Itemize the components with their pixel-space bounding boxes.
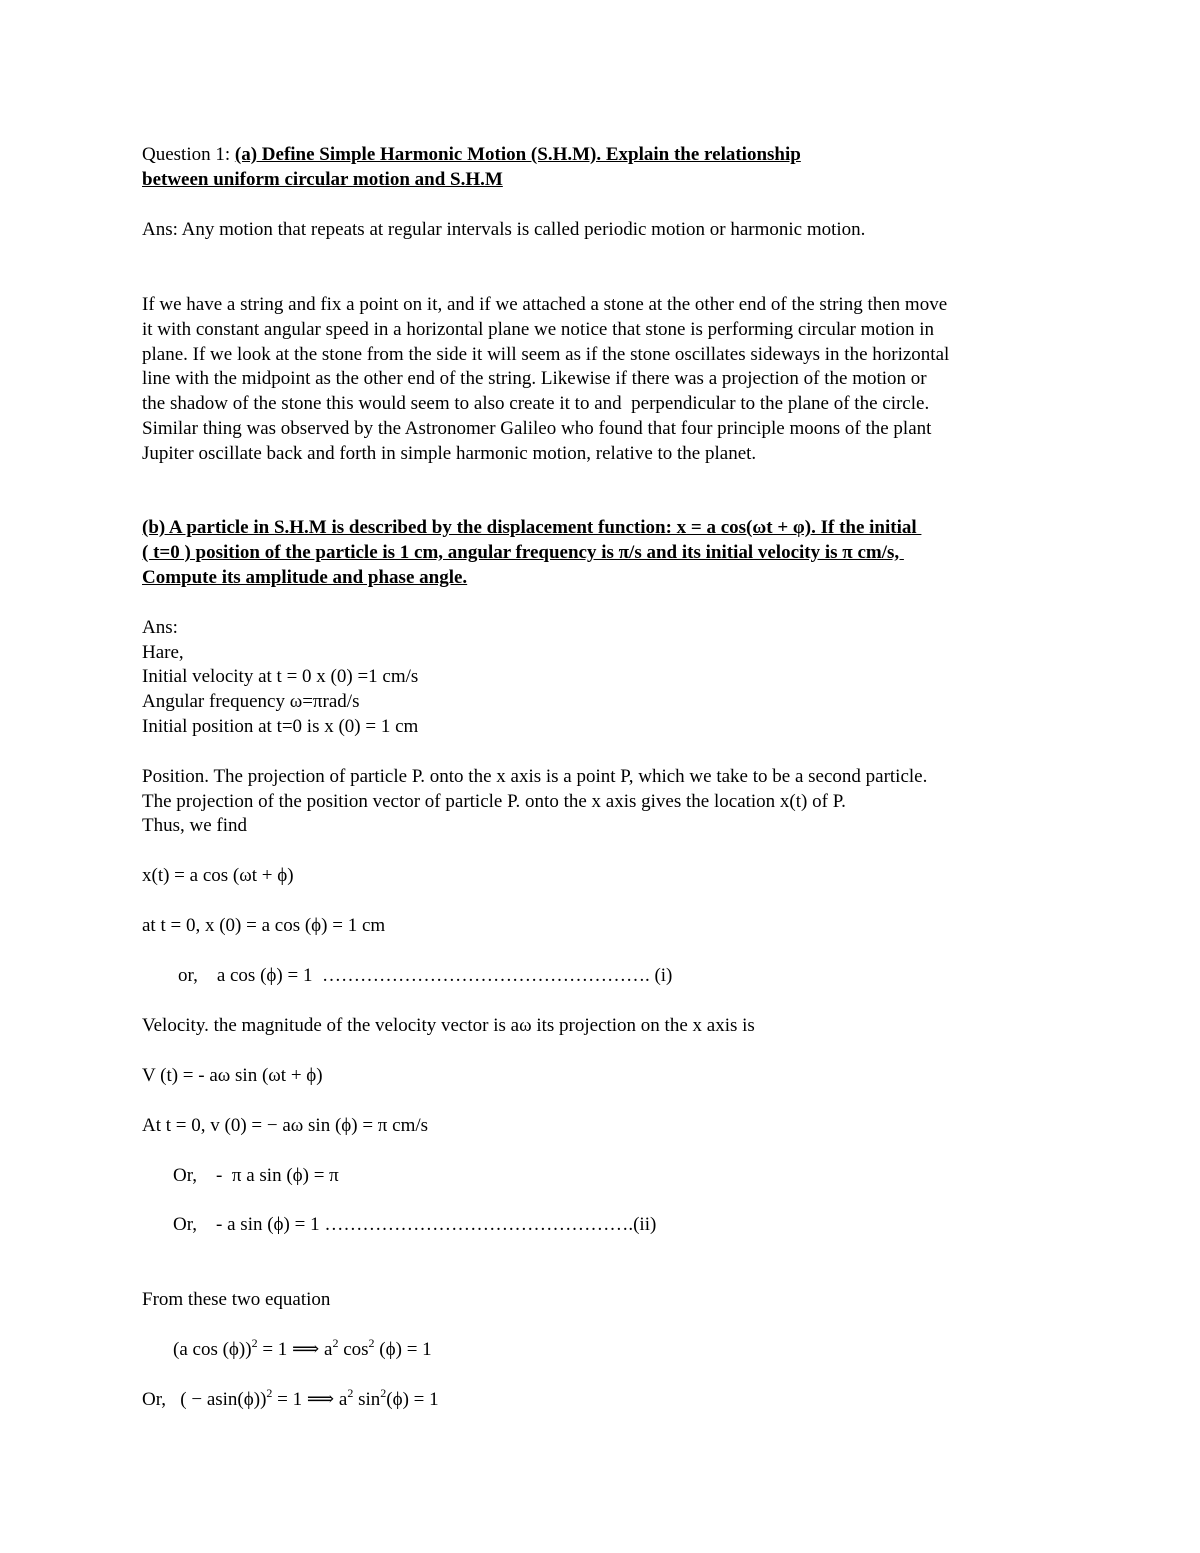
eq-part: (a cos (ϕ)) bbox=[173, 1339, 252, 1360]
exponent: 2 bbox=[347, 1385, 354, 1400]
equation-or-1: Or, - π a sin (ϕ) = π bbox=[173, 1165, 339, 1186]
eq-part: Or, ( − asin(ϕ)) bbox=[142, 1389, 267, 1410]
answer-b-hare: Hare, bbox=[142, 642, 184, 663]
answer-a-paragraph-line: it with constant angular speed in a horizontal plane we notice that stone is performing circular motion in bbox=[142, 319, 934, 340]
answer-a-paragraph-line: the shadow of the stone this would seem to also create it to and perpendicular to the plane of the circle. bbox=[142, 393, 930, 414]
equation-ii: Or, - a sin (ϕ) = 1 ………………………………………….(ii) bbox=[173, 1214, 657, 1235]
answer-a-paragraph-line: If we have a string and fix a point on it, and if we attached a stone at the other end of the string then move bbox=[142, 294, 948, 315]
from-these-line: From these two equation bbox=[142, 1289, 331, 1310]
equation-i: or, a cos (ϕ) = 1 ……………………………………………. (i) bbox=[178, 965, 673, 986]
eq-part: (ϕ) = 1 bbox=[386, 1389, 439, 1410]
question-1-heading bbox=[142, 143, 801, 167]
velocity-line: Velocity. the magnitude of the velocity vector is aω its projection on the x axis is bbox=[142, 1015, 755, 1036]
equation-square-cos bbox=[173, 1335, 432, 1362]
exponent: 2 bbox=[380, 1385, 387, 1400]
eq-part: = 1 ⟹ a bbox=[257, 1339, 333, 1360]
position-line: Thus, we find bbox=[142, 815, 248, 836]
answer-a-paragraph-line: Similar thing was observed by the Astronomer Galileo who found that four principle moons of the plant bbox=[142, 418, 932, 439]
eq-part: sin bbox=[353, 1389, 381, 1410]
eq-part: = 1 ⟹ a bbox=[272, 1389, 348, 1410]
eq-part: cos bbox=[338, 1339, 369, 1360]
question-b-line: (b) A particle in S.H.M is described by the displacement function: x = a cos(ωt + φ). If the initial bbox=[142, 517, 922, 538]
equation-square-sin bbox=[142, 1385, 439, 1412]
question-1-title-line-2: between uniform circular motion and S.H.M bbox=[142, 169, 503, 190]
answer-a-intro: Ans: Any motion that repeats at regular intervals is called periodic motion or harmonic motion. bbox=[142, 219, 866, 240]
exponent: 2 bbox=[368, 1335, 375, 1350]
answer-a-paragraph-line: Jupiter oscillate back and forth in simple harmonic motion, relative to the planet. bbox=[142, 443, 757, 464]
answer-b-label: Ans: bbox=[142, 617, 178, 638]
question-b-line: ( t=0 ) position of the particle is 1 cm, angular frequency is π/s and its initial velocity is π cm/s, bbox=[142, 542, 904, 563]
equation-x-0: at t = 0, x (0) = a cos (ϕ) = 1 cm bbox=[142, 915, 386, 936]
given-line: Initial velocity at t = 0 x (0) =1 cm/s bbox=[142, 666, 419, 687]
question-1-prefix: Question 1: bbox=[142, 144, 235, 165]
position-line: Position. The projection of particle P. onto the x axis is a point P, which we take to be a second particle. bbox=[142, 766, 928, 787]
question-1-title-line-1: (a) Define Simple Harmonic Motion (S.H.M). Explain the relationship bbox=[234, 144, 801, 165]
given-line: Initial position at t=0 is x (0) = 1 cm bbox=[142, 716, 419, 737]
exponent: 2 bbox=[251, 1335, 258, 1350]
answer-a-paragraph-line: line with the midpoint as the other end of the string. Likewise if there was a projection of the motion or bbox=[142, 368, 927, 389]
exponent: 2 bbox=[266, 1385, 273, 1400]
equation-v-t: V (t) = - aω sin (ωt + ϕ) bbox=[142, 1065, 323, 1086]
exponent: 2 bbox=[332, 1335, 339, 1350]
question-b-line: Compute its amplitude and phase angle. bbox=[142, 567, 468, 588]
answer-a-paragraph-line: plane. If we look at the stone from the side it will seem as if the stone oscillates sideways in the horizontal bbox=[142, 344, 950, 365]
equation-v-0: At t = 0, v (0) = − aω sin (ϕ) = π cm/s bbox=[142, 1115, 429, 1136]
eq-part: (ϕ) = 1 bbox=[374, 1339, 432, 1360]
equation-x-t: x(t) = a cos (ωt + ϕ) bbox=[142, 865, 294, 886]
given-line: Angular frequency ω=πrad/s bbox=[142, 691, 360, 712]
position-line: The projection of the position vector of particle P. onto the x axis gives the location x(t) of P. bbox=[142, 791, 846, 812]
